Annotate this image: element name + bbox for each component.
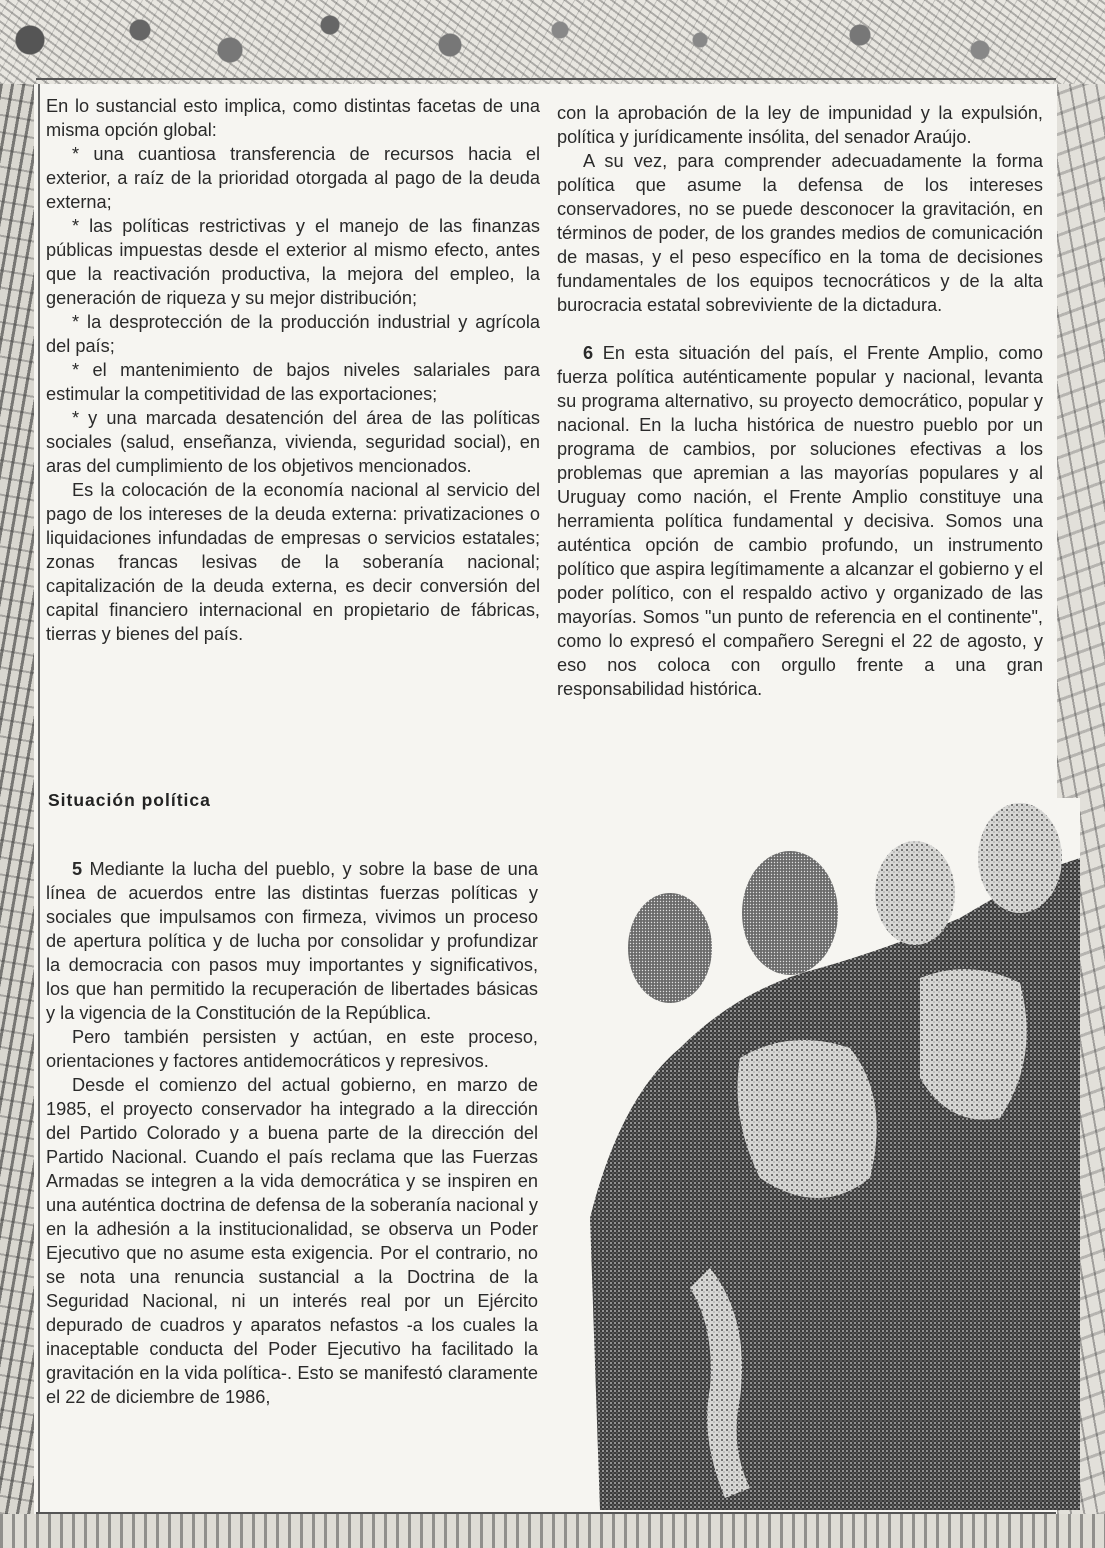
person-head xyxy=(978,803,1062,913)
crowd-photo xyxy=(590,798,1080,1510)
person-head xyxy=(875,841,955,945)
person-shirt xyxy=(920,969,1027,1120)
paragraph-text: En esta situación del país, el Frente Amplio, como fuerza política auténticamente popular y nacional, levanta su programa alternativo, su proyecto democrático, popular y nacional. En la lucha histórica de nuestro pueblo por un programa de cambios, por soluciones efectivas a los problemas que apremian a las mayorías populares y al Uruguay como nación, el Frente Amplio constituye una herramienta política fundamental y decisiva. Somos una auténtica opción de cambio profundo, un instrumento político que aspira legítimamente a alcanzar el gobierno y el poder político, con el respaldo activo y organizado de las mayorías. Somos "un punto de referencia en el continente", como lo expresó el compañero Seregni el 22 de agosto, y eso nos coloca con orgullo frente a una gran responsabilidad histórica. xyxy=(557,343,1043,699)
bullet-item: * y una marcada desatención del área de las políticas sociales (salud, enseñanza, vivienda, seguridad social), en aras del cumplimiento de los objetivos mencionados. xyxy=(46,408,540,476)
paragraph: A su vez, para comprender adecuadamente la forma política que asume la defensa de los intereses conservadores, no se puede desconocer la gravitación, en términos de poder, de los grandes medios de comunicación de masas, y el peso específico en la toma de decisiones fundamentales de los equipos tecnocráticos y de la alta burocracia estatal sobreviviente de la dictadura. xyxy=(557,151,1043,315)
person-shirt xyxy=(738,1040,877,1198)
paragraph: Desde el comienzo del actual gobierno, en marzo de 1985, el proyecto conservador ha integrado a la dirección del Partido Colorado y a buena parte de la dirección del Partido Nacional. Cuando el país reclama que las Fuerzas Armadas se integren a la vida democrática y se inspiren en una auténtica doctrina de defensa de la soberanía nacional y en la adhesión a la institucionalidad, se observa un Poder Ejecutivo que no asume esta exigencia. Por el contrario, no se nota una renuncia sustancial a la Doctrina de la Seguridad Nacional, ni un interés real por un Ejército depurado de cuadros y aparatos nefastos -a los cuales la inaceptable conducta del Poder Ejecutivo ha facilitado la gravitación en la vida política-. Esto se manifestó claramente el 22 de diciembre de 1986, xyxy=(46,1075,538,1407)
paragraph: En lo sustancial esto implica, como distintas facetas de una misma opción global: xyxy=(46,96,540,140)
person-head xyxy=(628,893,712,1003)
photocopy-top-noise xyxy=(0,0,1105,84)
section-body-text xyxy=(46,857,538,1409)
paragraph: Es la colocación de la economía nacional al servicio del pago de los intereses de la deuda externa: privatizaciones o liquidaciones infundadas de empresas o servicios estatales; zonas francas lesivas de la soberanía nacional; capitalización de la deuda externa, es decir conversión del capital financiero internacional en propietario de fábricas, tierras y bienes del país. xyxy=(46,480,540,644)
bullet-item: * las políticas restrictivas y el manejo de las finanzas públicas impuestas desde el exterior al mismo efecto, antes que la reactivación productiva, la mejora del empleo, la generación de riqueza y su mejor distribución; xyxy=(46,216,540,308)
paragraph: con la aprobación de la ley de impunidad y la expulsión, política y jurídicamente insólita, del senador Araújo. xyxy=(557,103,1043,147)
section-heading: Situación política xyxy=(48,790,211,810)
paragraph-number: 6 xyxy=(583,343,594,363)
bullet-item: * el mantenimiento de bajos niveles salariales para estimular la competitividad de las exportaciones; xyxy=(46,360,540,404)
top-border-line xyxy=(36,78,1056,80)
photocopy-bottom-noise xyxy=(0,1514,1105,1548)
right-column-text xyxy=(557,101,1043,701)
person-head xyxy=(742,851,838,975)
left-border-line xyxy=(38,84,40,1514)
photocopy-left-edge xyxy=(0,84,34,1514)
numbered-paragraph xyxy=(46,857,538,1025)
paragraph-text: Mediante la lucha del pueblo, y sobre la base de una línea de acuerdos entre las distintas fuerzas políticas y sociales que impulsamos con firmeza, vivimos un proceso de apertura política y de lucha por consolidar y profundizar la democracia con pasos muy importantes y significativos, los que han permitido la recuperación de libertades básicas y la vigencia de la Constitución de la República. xyxy=(46,859,538,1023)
left-column-text xyxy=(46,94,540,646)
bullet-item: * la desprotección de la producción industrial y agrícola del país; xyxy=(46,312,540,356)
paragraph: Pero también persisten y actúan, en este proceso, orientaciones y factores antidemocráticos y represivos. xyxy=(46,1027,538,1071)
numbered-paragraph xyxy=(557,341,1043,701)
bullet-item: * una cuantiosa transferencia de recursos hacia el exterior, a raíz de la prioridad otorgada al pago de la deuda externa; xyxy=(46,144,540,212)
paragraph-number: 5 xyxy=(72,859,83,879)
